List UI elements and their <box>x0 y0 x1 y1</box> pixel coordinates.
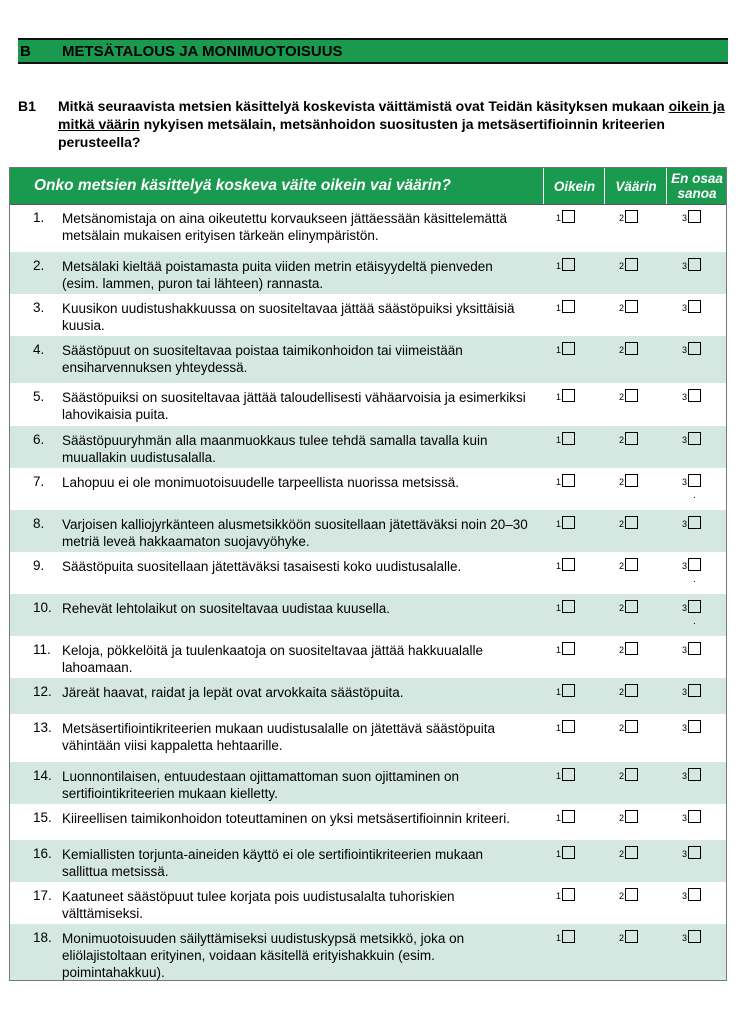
checkbox-en-osaa[interactable] <box>688 300 701 313</box>
option-code: 2 <box>619 645 625 655</box>
col-header-en-osaa-sanoa: En osaa sanoa <box>666 168 727 204</box>
checkbox-vaarin[interactable] <box>625 768 638 781</box>
option-code: 2 <box>619 519 625 529</box>
checkbox-oikein[interactable] <box>562 930 575 943</box>
option-vaarin <box>619 930 638 943</box>
option-oikein <box>556 389 575 402</box>
option-code: 1 <box>556 771 562 781</box>
option-vaarin <box>619 516 638 529</box>
option-code: 2 <box>619 933 625 943</box>
option-vaarin <box>619 684 638 697</box>
row-number: 1. <box>33 210 45 225</box>
question-text <box>58 97 730 151</box>
row-statement: Kuusikon uudistushakkuussa on suositeltavaa jättää säästöpuiksi yksittäisiä kuusia. <box>62 301 515 333</box>
option-oikein <box>556 846 575 859</box>
checkbox-en-osaa[interactable] <box>688 600 701 613</box>
checkbox-oikein[interactable] <box>562 810 575 823</box>
table-row <box>10 678 726 714</box>
row-number: 5. <box>33 389 45 404</box>
checkbox-en-osaa[interactable] <box>688 810 701 823</box>
row-number: 11. <box>33 642 51 657</box>
checkbox-oikein[interactable] <box>562 258 575 271</box>
option-oikein <box>556 768 575 781</box>
section-title: METSÄTALOUS JA MONIMUOTOISUUS <box>62 42 343 60</box>
checkbox-en-osaa[interactable] <box>688 558 701 571</box>
option-oikein <box>556 930 575 943</box>
option-code: 1 <box>556 645 562 655</box>
option-en-osaa <box>682 888 701 901</box>
checkbox-oikein[interactable] <box>562 432 575 445</box>
option-vaarin <box>619 888 638 901</box>
checkbox-oikein[interactable] <box>562 389 575 402</box>
row-statement: Järeät haavat, raidat ja lepät ovat arvokkaita säästöpuita. <box>62 685 404 700</box>
checkbox-en-osaa[interactable] <box>688 642 701 655</box>
table-row <box>10 252 726 294</box>
row-number: 16. <box>33 846 52 861</box>
option-oikein <box>556 258 575 271</box>
option-en-osaa <box>682 389 701 402</box>
row-number: 6. <box>33 432 45 447</box>
option-en-osaa <box>682 300 701 313</box>
option-oikein <box>556 720 575 733</box>
option-oikein <box>556 210 575 223</box>
checkbox-vaarin[interactable] <box>625 720 638 733</box>
checkbox-vaarin[interactable] <box>625 516 638 529</box>
option-code: 3 <box>682 561 688 571</box>
option-vaarin <box>619 258 638 271</box>
checkbox-vaarin[interactable] <box>625 258 638 271</box>
row-statement: Säästöpuuryhmän alla maanmuokkaus tulee tehdä samalla tavalla kuin muuallakin uudistusalalla. <box>62 433 488 465</box>
table-row <box>10 636 726 678</box>
checkbox-en-osaa[interactable] <box>688 684 701 697</box>
table-row <box>10 336 726 383</box>
option-oikein <box>556 642 575 655</box>
option-code: 3 <box>682 303 688 313</box>
option-code: 1 <box>556 392 562 402</box>
option-code: 1 <box>556 435 562 445</box>
stray-dot: . <box>693 574 696 585</box>
checkbox-oikein[interactable] <box>562 684 575 697</box>
option-en-osaa <box>682 474 701 487</box>
table-row <box>10 510 726 552</box>
option-code: 1 <box>556 603 562 613</box>
option-code: 2 <box>619 723 625 733</box>
checkbox-vaarin[interactable] <box>625 300 638 313</box>
option-vaarin <box>619 768 638 781</box>
checkbox-en-osaa[interactable] <box>688 720 701 733</box>
row-statement: Metsälaki kieltää poistamasta puita viiden metrin etäisyydeltä pienveden (esim. lammen, puron tai lähteen) rannasta. <box>62 259 493 291</box>
checkbox-oikein[interactable] <box>562 720 575 733</box>
question-text-underlined: oikein ja mitkä väärin <box>58 98 725 132</box>
checkbox-oikein[interactable] <box>562 300 575 313</box>
checkbox-vaarin[interactable] <box>625 558 638 571</box>
checkbox-vaarin[interactable] <box>625 474 638 487</box>
option-vaarin <box>619 600 638 613</box>
table-row <box>10 426 726 468</box>
checkbox-en-osaa[interactable] <box>688 516 701 529</box>
option-code: 3 <box>682 261 688 271</box>
option-code: 3 <box>682 519 688 529</box>
row-statement: Varjoisen kalliojyrkänteen alusmetsikköön suositellaan jätettäväksi noin 20–30 metriä leveä hakkaamaton suojavyöhyke. <box>62 517 528 549</box>
table-row <box>10 468 726 510</box>
option-code: 1 <box>556 261 562 271</box>
row-statement: Rehevät lehtolaikut on suositeltavaa uudistaa kuusella. <box>62 601 390 616</box>
option-code: 1 <box>556 561 562 571</box>
option-code: 2 <box>619 891 625 901</box>
option-code: 2 <box>619 261 625 271</box>
row-number: 7. <box>33 474 45 489</box>
checkbox-oikein[interactable] <box>562 846 575 859</box>
option-code: 1 <box>556 687 562 697</box>
row-number: 4. <box>33 342 45 357</box>
option-en-osaa <box>682 684 701 697</box>
checkbox-en-osaa[interactable] <box>688 846 701 859</box>
option-code: 2 <box>619 849 625 859</box>
row-statement: Säästöpuut on suositeltavaa poistaa taimikonhoidon tai viimeistään ensiharvennuksen yhteydessä. <box>62 343 463 375</box>
table-row <box>10 714 726 762</box>
option-code: 3 <box>682 723 688 733</box>
option-vaarin <box>619 720 638 733</box>
option-oikein <box>556 600 575 613</box>
option-en-osaa <box>682 342 701 355</box>
option-vaarin <box>619 432 638 445</box>
checkbox-en-osaa[interactable] <box>688 930 701 943</box>
checkbox-vaarin[interactable] <box>625 930 638 943</box>
option-code: 3 <box>682 477 688 487</box>
section-code: B <box>20 42 31 60</box>
option-code: 3 <box>682 849 688 859</box>
option-code: 2 <box>619 687 625 697</box>
option-code: 3 <box>682 345 688 355</box>
table-header-title: Onko metsien käsittelyä koskeva väite oikein vai väärin? <box>34 177 451 194</box>
checkbox-vaarin[interactable] <box>625 342 638 355</box>
option-en-osaa <box>682 846 701 859</box>
row-statement: Kiireellisen taimikonhoidon toteuttaminen on yksi metsäsertifioinnin kriteeri. <box>62 811 510 826</box>
checkbox-vaarin[interactable] <box>625 810 638 823</box>
option-oikein <box>556 342 575 355</box>
checkbox-vaarin[interactable] <box>625 888 638 901</box>
option-code: 3 <box>682 687 688 697</box>
option-en-osaa <box>682 720 701 733</box>
row-number: 10. <box>33 600 52 615</box>
checkbox-vaarin[interactable] <box>625 642 638 655</box>
row-statement: Kemiallisten torjunta-aineiden käyttö ei ole sertifiointikriteerien mukaan sallittua metsissä. <box>62 847 483 879</box>
row-number: 17. <box>33 888 52 903</box>
row-number: 14. <box>33 768 52 783</box>
option-oikein <box>556 300 575 313</box>
option-vaarin <box>619 810 638 823</box>
question-text-part2: nykyisen metsälain, metsänhoidon suositusten ja metsäsertifioinnin kriteerien perusteella? <box>58 116 665 150</box>
row-statement: Metsänomistaja on aina oikeutettu korvaukseen jättäessään käsittelemättä metsälain mukaisen erityisen tärkeän elinympäristön. <box>62 211 508 243</box>
option-code: 2 <box>619 213 625 223</box>
option-oikein <box>556 684 575 697</box>
option-code: 2 <box>619 771 625 781</box>
option-vaarin <box>619 846 638 859</box>
table-row <box>10 383 726 426</box>
table-row <box>10 840 726 882</box>
stray-dot: . <box>693 616 696 627</box>
checkbox-vaarin[interactable] <box>625 389 638 402</box>
row-number: 3. <box>33 300 45 315</box>
option-en-osaa <box>682 210 701 223</box>
option-vaarin <box>619 642 638 655</box>
table-header <box>10 168 726 205</box>
option-code: 3 <box>682 933 688 943</box>
option-vaarin <box>619 210 638 223</box>
option-vaarin <box>619 474 638 487</box>
checkbox-en-osaa[interactable] <box>688 342 701 355</box>
option-code: 1 <box>556 345 562 355</box>
checkbox-vaarin[interactable] <box>625 210 638 223</box>
row-number: 12. <box>33 684 52 699</box>
option-code: 2 <box>619 435 625 445</box>
row-statement: Säästöpuiksi on suositeltavaa jättää taloudellisesti vähäarvoisia ja esimerkiksi lahovikaisia puita. <box>62 390 526 422</box>
checkbox-en-osaa[interactable] <box>688 432 701 445</box>
checkbox-en-osaa[interactable] <box>688 210 701 223</box>
option-en-osaa <box>682 810 701 823</box>
row-statement: Säästöpuita suositellaan jätettäväksi tasaisesti koko uudistusalalle. <box>62 559 462 574</box>
row-statement: Monimuotoisuuden säilyttämiseksi uudistuskypsä metsikkö, joka on eliölajistoltaan erityinen, voidaan käsitellä erityishakkuin (esim. poimintahakkuu). <box>62 931 465 980</box>
stray-dot: . <box>693 490 696 501</box>
checkbox-oikein[interactable] <box>562 342 575 355</box>
option-code: 1 <box>556 303 562 313</box>
option-code: 3 <box>682 771 688 781</box>
checkbox-en-osaa[interactable] <box>688 768 701 781</box>
col-header-vaarin: Väärin <box>604 168 667 204</box>
col-header-oikein: Oikein <box>543 168 605 204</box>
table-row <box>10 204 726 252</box>
option-vaarin <box>619 558 638 571</box>
row-number: 9. <box>33 558 45 573</box>
option-code: 2 <box>619 603 625 613</box>
option-code: 1 <box>556 213 562 223</box>
question-id: B1 <box>18 98 36 114</box>
section-header <box>18 38 728 64</box>
option-code: 2 <box>619 392 625 402</box>
checkbox-oikein[interactable] <box>562 474 575 487</box>
option-vaarin <box>619 300 638 313</box>
option-en-osaa <box>682 930 701 943</box>
option-code: 1 <box>556 849 562 859</box>
checkbox-oikein[interactable] <box>562 888 575 901</box>
option-code: 1 <box>556 891 562 901</box>
checkbox-vaarin[interactable] <box>625 846 638 859</box>
checkbox-vaarin[interactable] <box>625 432 638 445</box>
checkbox-vaarin[interactable] <box>625 600 638 613</box>
checkbox-oikein[interactable] <box>562 600 575 613</box>
option-code: 1 <box>556 477 562 487</box>
option-en-osaa <box>682 516 701 529</box>
option-en-osaa <box>682 258 701 271</box>
question-text-part1: Mitkä seuraavista metsien käsittelyä koskevista väittämistä ovat Teidän käsityksen mukaan <box>58 98 669 114</box>
table-row <box>10 552 726 594</box>
table-row <box>10 594 726 636</box>
statement-table <box>9 167 727 981</box>
option-code: 2 <box>619 303 625 313</box>
row-number: 2. <box>33 258 45 273</box>
option-code: 3 <box>682 435 688 445</box>
row-statement: Metsäsertifiointikriteerien mukaan uudistusalalle on jätettävä säästöpuita vähintään viisi kappaletta hehtaarille. <box>62 721 495 753</box>
row-statement: Luonnontilaisen, entuudestaan ojittamattoman suon ojittaminen on sertifiointikriteerien mukaan kielletty. <box>62 769 460 801</box>
table-row <box>10 924 726 980</box>
row-number: 8. <box>33 516 45 531</box>
checkbox-oikein[interactable] <box>562 516 575 529</box>
checkbox-en-osaa[interactable] <box>688 474 701 487</box>
row-number: 13. <box>33 720 52 735</box>
option-oikein <box>556 888 575 901</box>
row-number: 15. <box>33 810 52 825</box>
option-code: 1 <box>556 723 562 733</box>
checkbox-oikein[interactable] <box>562 558 575 571</box>
option-code: 2 <box>619 813 625 823</box>
checkbox-oikein[interactable] <box>562 768 575 781</box>
option-en-osaa <box>682 558 701 571</box>
option-en-osaa <box>682 768 701 781</box>
row-statement: Keloja, pökkelöitä ja tuulenkaatoja on suositeltavaa jättää hakkuualalle lahoamaan. <box>62 643 484 675</box>
option-vaarin <box>619 342 638 355</box>
option-code: 2 <box>619 561 625 571</box>
option-code: 3 <box>682 213 688 223</box>
table-row <box>10 882 726 924</box>
checkbox-vaarin[interactable] <box>625 684 638 697</box>
checkbox-oikein[interactable] <box>562 210 575 223</box>
checkbox-oikein[interactable] <box>562 642 575 655</box>
option-code: 3 <box>682 891 688 901</box>
table-row <box>10 294 726 336</box>
checkbox-en-osaa[interactable] <box>688 888 701 901</box>
option-code: 2 <box>619 477 625 487</box>
row-number: 18. <box>33 930 52 945</box>
option-code: 3 <box>682 392 688 402</box>
option-oikein <box>556 474 575 487</box>
option-en-osaa <box>682 642 701 655</box>
checkbox-en-osaa[interactable] <box>688 258 701 271</box>
option-vaarin <box>619 389 638 402</box>
option-code: 1 <box>556 813 562 823</box>
option-code: 1 <box>556 519 562 529</box>
option-oikein <box>556 432 575 445</box>
table-row <box>10 804 726 840</box>
option-oikein <box>556 516 575 529</box>
option-en-osaa <box>682 432 701 445</box>
option-oikein <box>556 558 575 571</box>
option-code: 3 <box>682 603 688 613</box>
option-en-osaa <box>682 600 701 613</box>
table-row <box>10 762 726 804</box>
option-oikein <box>556 810 575 823</box>
option-code: 3 <box>682 813 688 823</box>
checkbox-en-osaa[interactable] <box>688 389 701 402</box>
option-code: 2 <box>619 345 625 355</box>
option-code: 1 <box>556 933 562 943</box>
option-code: 3 <box>682 645 688 655</box>
row-statement: Lahopuu ei ole monimuotoisuudelle tarpeellista nuorissa metsissä. <box>62 475 459 490</box>
row-statement: Kaatuneet säästöpuut tulee korjata pois uudistusalalta tuhoriskien välttämiseksi. <box>62 889 455 921</box>
